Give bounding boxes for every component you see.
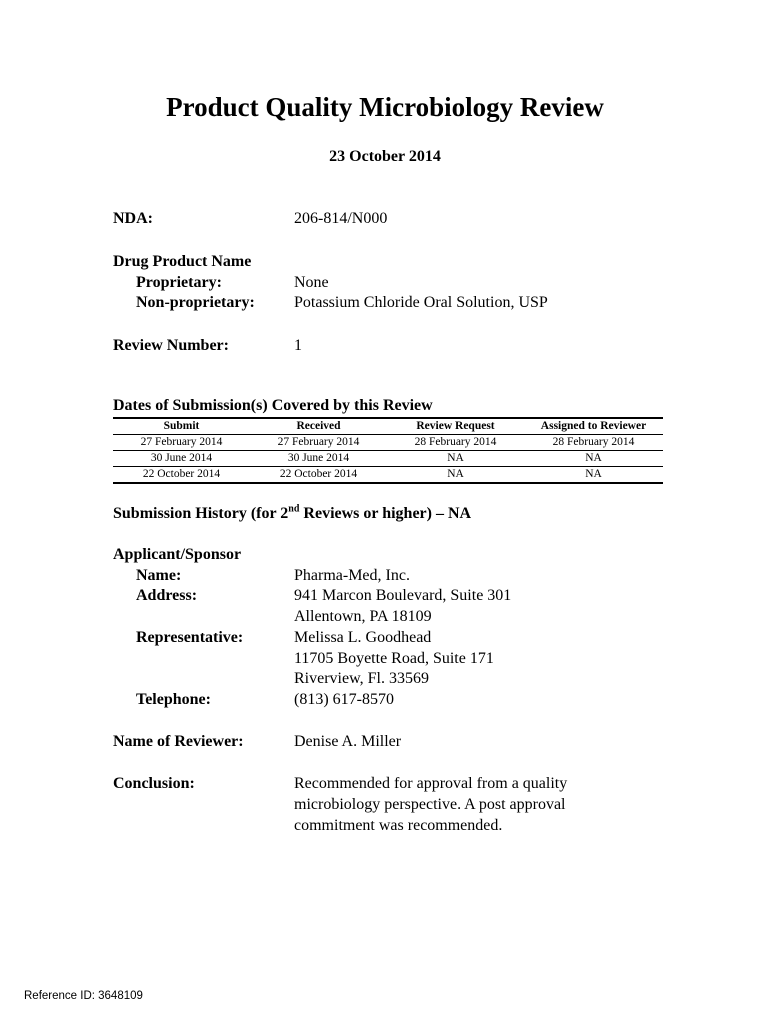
reviewer-label: Name of Reviewer:	[113, 733, 244, 750]
nonproprietary-value: Potassium Chloride Oral Solution, USP	[294, 294, 548, 311]
history-superscript: nd	[288, 503, 300, 515]
table-cell: 27 February 2014	[113, 435, 250, 451]
history-prefix: Submission History (for 2	[113, 505, 289, 522]
table-row	[113, 435, 663, 451]
address-label: Address:	[136, 587, 198, 604]
table-cell: 27 February 2014	[250, 435, 387, 451]
submissions-table-title: Dates of Submission(s) Covered by this Review	[113, 397, 433, 414]
conclusion-line: commitment was recommended.	[294, 817, 503, 834]
proprietary-label: Proprietary:	[136, 274, 222, 291]
review-date: 23 October 2014	[329, 148, 441, 165]
applicant-name-label: Name:	[136, 567, 182, 584]
representative-line: 11705 Boyette Road, Suite 171	[294, 650, 494, 667]
nda-value: 206-814/N000	[294, 210, 388, 227]
table-cell: NA	[387, 467, 524, 484]
table-cell: 28 February 2014	[387, 435, 524, 451]
table-header-row	[113, 418, 663, 435]
applicant-label: Applicant/Sponsor	[113, 546, 242, 563]
conclusion-line: microbiology perspective. A post approval	[294, 796, 566, 813]
applicant-name-value: Pharma-Med, Inc.	[294, 567, 410, 584]
reviewer-value: Denise A. Miller	[294, 733, 402, 750]
representative-label: Representative:	[136, 629, 244, 646]
column-header-assigned: Assigned to Reviewer	[524, 418, 663, 435]
table-row	[113, 451, 663, 467]
table-cell: 28 February 2014	[524, 435, 663, 451]
telephone-label: Telephone:	[136, 691, 211, 708]
table-cell: NA	[524, 467, 663, 484]
table-cell: NA	[524, 451, 663, 467]
table-row	[113, 467, 663, 484]
address-line: 941 Marcon Boulevard, Suite 301	[294, 587, 512, 604]
telephone-value: (813) 617-8570	[294, 691, 394, 708]
column-header-received: Received	[250, 418, 387, 435]
address-line: Allentown, PA 18109	[294, 608, 432, 625]
nda-label: NDA:	[113, 210, 153, 227]
submission-history	[113, 505, 471, 523]
submissions-table	[113, 417, 663, 484]
table-cell: 30 June 2014	[250, 451, 387, 467]
history-suffix: Reviews or higher) – NA	[299, 505, 472, 522]
nonproprietary-label: Non-proprietary:	[136, 294, 255, 311]
column-header-review-request: Review Request	[387, 418, 524, 435]
conclusion-line: Recommended for approval from a quality	[294, 775, 568, 792]
column-header-submit: Submit	[113, 418, 250, 435]
table-cell: 22 October 2014	[250, 467, 387, 484]
drug-product-label: Drug Product Name	[113, 253, 252, 270]
conclusion-label: Conclusion:	[113, 775, 195, 792]
page-title: Product Quality Microbiology Review	[166, 92, 604, 122]
review-number-value: 1	[294, 337, 302, 354]
representative-line: Melissa L. Goodhead	[294, 629, 432, 646]
proprietary-value: None	[294, 274, 329, 291]
table-cell: 22 October 2014	[113, 467, 250, 484]
review-number-label: Review Number:	[113, 337, 229, 354]
representative-line: Riverview, Fl. 33569	[294, 670, 429, 687]
table-cell: NA	[387, 451, 524, 467]
reference-id: Reference ID: 3648109	[24, 990, 143, 1002]
table-cell: 30 June 2014	[113, 451, 250, 467]
